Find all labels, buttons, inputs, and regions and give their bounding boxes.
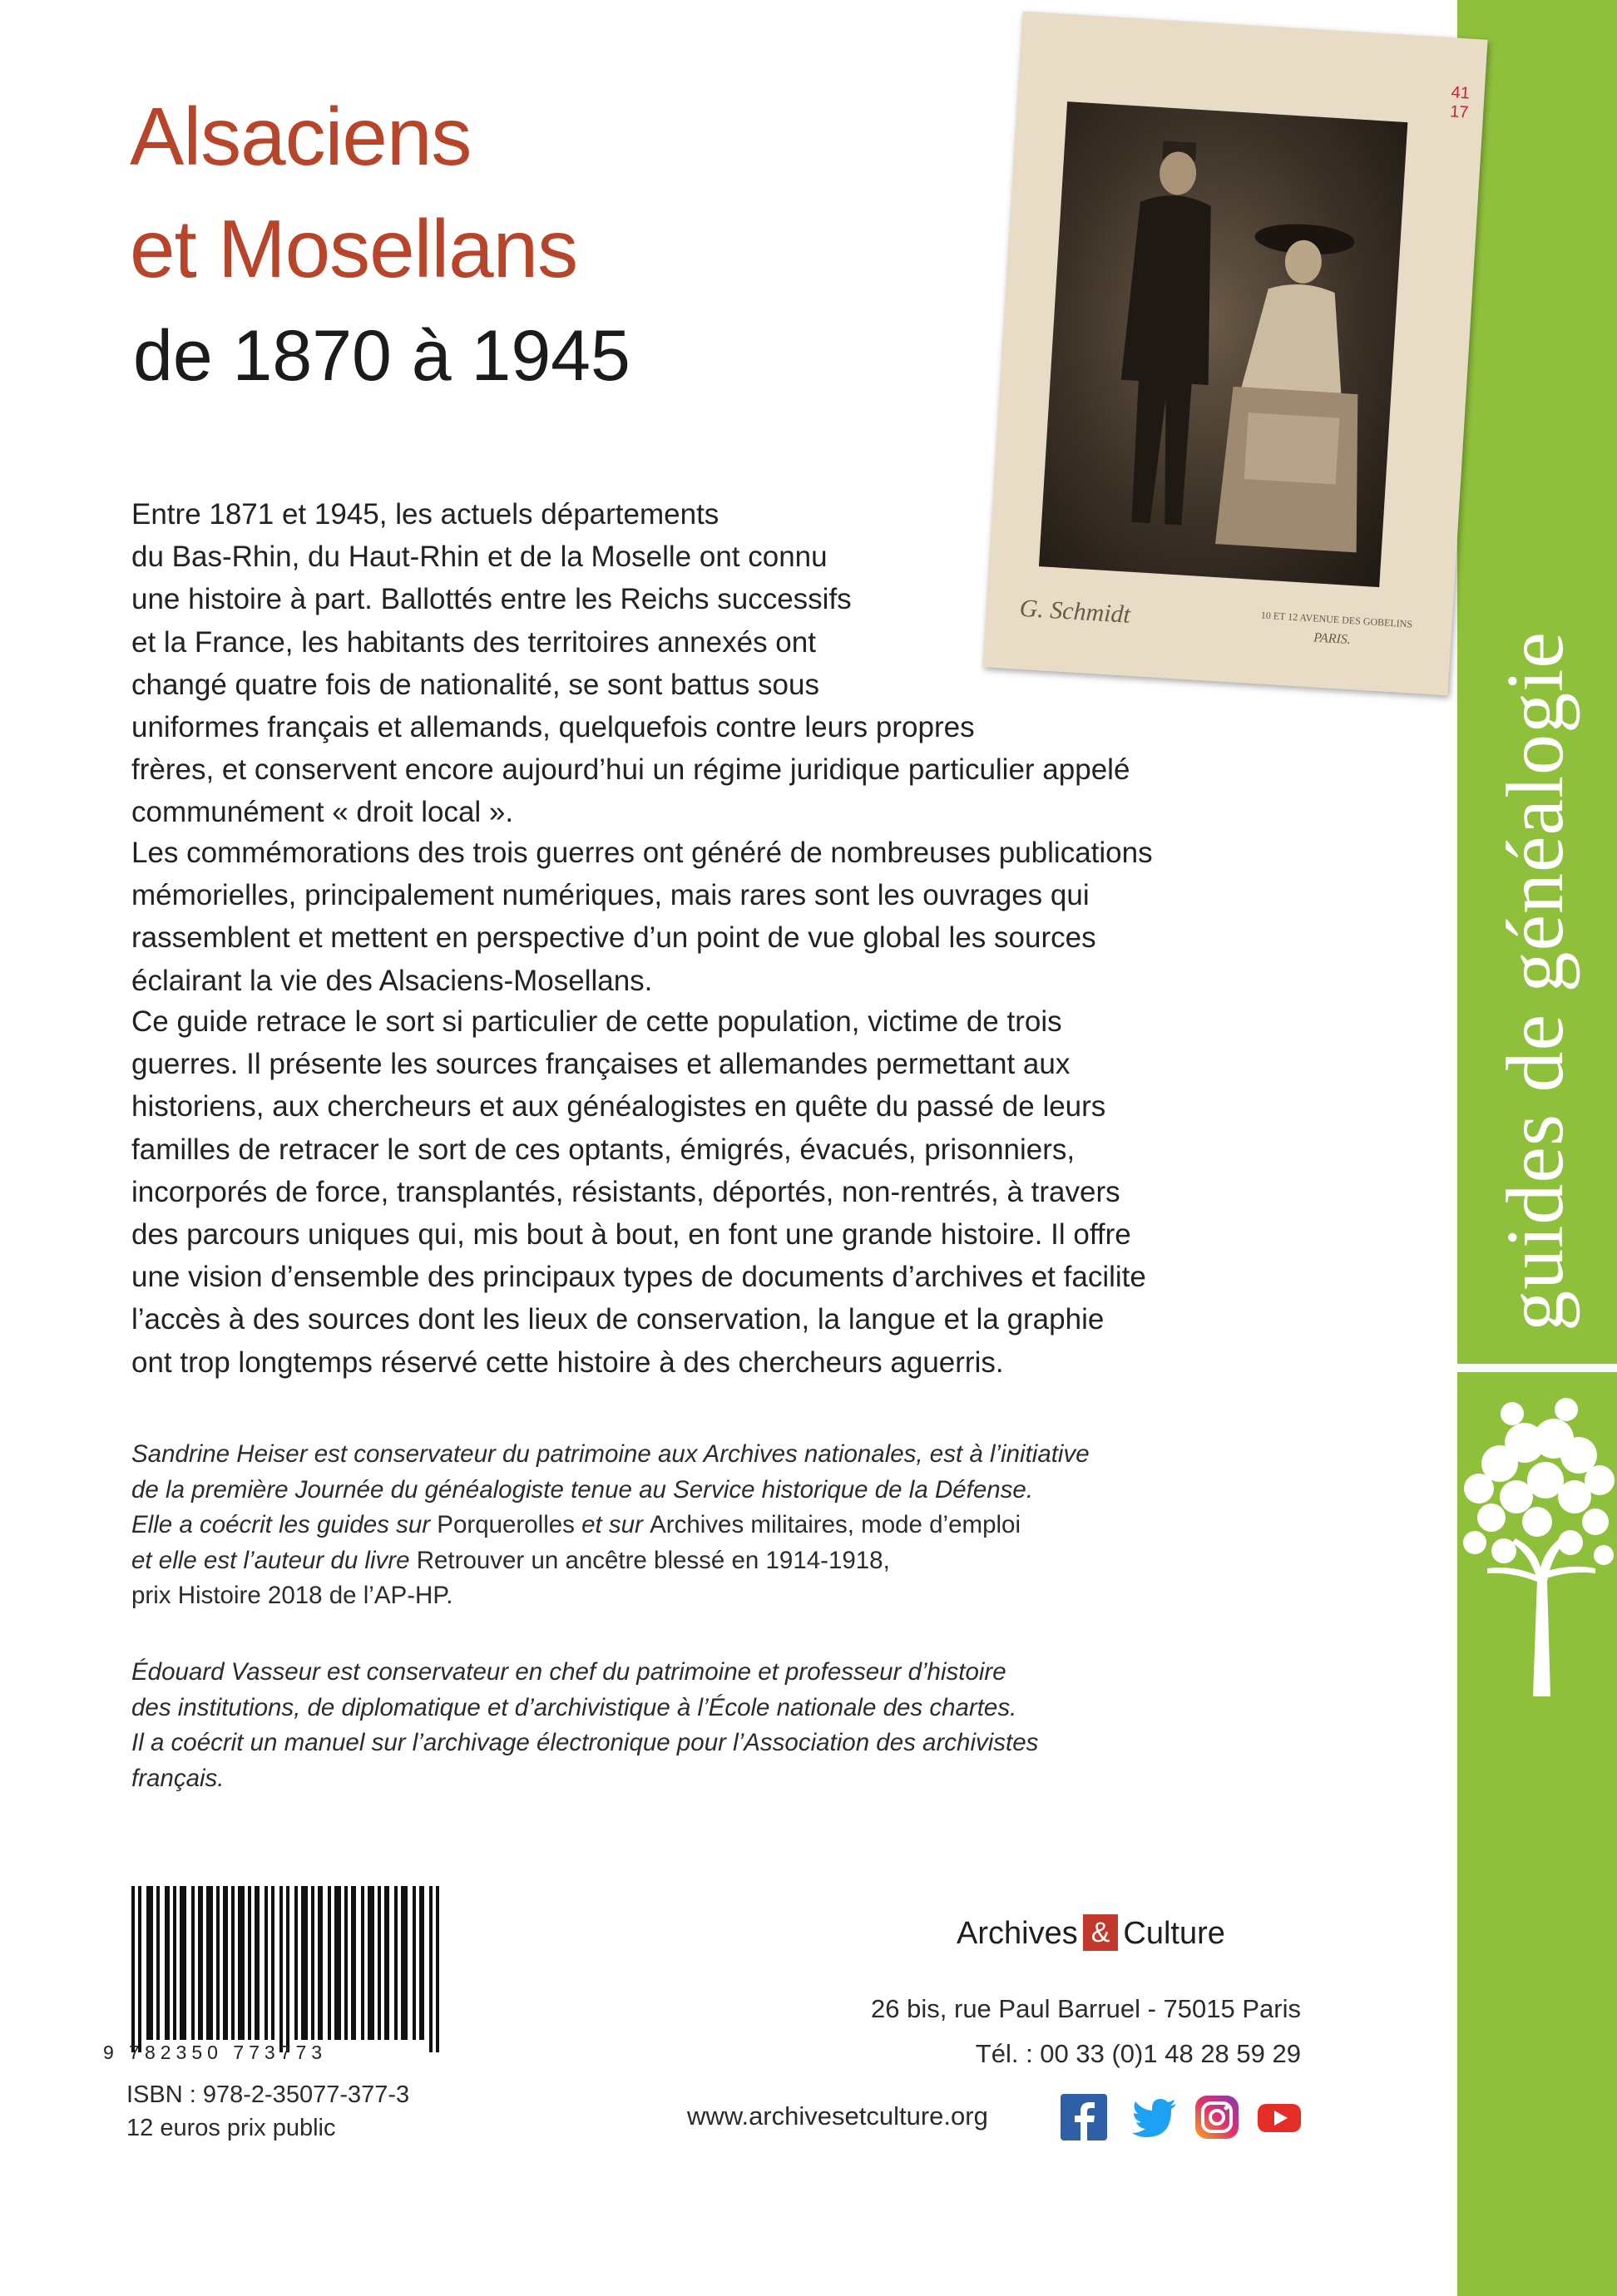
title-line-2: et Mosellans [130, 203, 578, 294]
bio-line: prix Histoire 2018 de l’AP-HP. [131, 1582, 453, 1609]
text-line: ont trop longtemps réservé cette histoire à des chercheurs aguerris. [131, 1346, 1004, 1379]
text-line: Les commémorations des trois guerres ont généré de nombreuses publications [131, 837, 1153, 869]
text-line: familles de retracer le sort de ces optants, émigrés, évacués, prisonniers, [131, 1133, 1076, 1166]
text-line: guerres. Il présente les sources françaises et allemandes permettant aux [131, 1048, 1071, 1081]
studio-city: PARIS. [1313, 630, 1352, 648]
publisher-logo [957, 1914, 1225, 1952]
text-line: une vision d’ensemble des principaux types de documents d’archives et facilite [131, 1261, 1146, 1294]
text-line: Ce guide retrace le sort si particulier de cette population, victime de trois [131, 1005, 1062, 1038]
bio-line: Elle a coécrit les guides sur [131, 1511, 438, 1538]
text-line: et la France, les habitants des territoires annexés ont [131, 625, 816, 659]
bio-line: et elle est l’auteur du livre [131, 1546, 417, 1574]
title-dates: de 1870 à 1945 [133, 316, 630, 396]
barcode-icon [125, 1886, 457, 2061]
bio-line: Il a coécrit un manuel sur l’archivage électronique pour l’Association des archivistes [131, 1729, 1039, 1756]
photographer-signature: G. Schmidt [1018, 594, 1131, 629]
photo-handwritten-number: 41 17 [1449, 83, 1471, 122]
publisher-website[interactable]: www.archivesetculture.org [687, 2101, 988, 2131]
series-label: guides de généalogie [1491, 631, 1580, 1331]
publisher-address: 26 bis, rue Paul Barruel - 75015 Paris [871, 1994, 1301, 2023]
twitter-icon[interactable] [1131, 2094, 1178, 2140]
text-line: du Bas-Rhin, du Haut-Rhin et de la Moselle ont connu [131, 541, 828, 574]
bio-line: et sur [574, 1511, 650, 1538]
text-line: éclairant la vie des Alsaciens-Mosellans. [131, 964, 653, 997]
text-line: communément « droit local ». [131, 796, 514, 829]
paragraph-commemorations [131, 832, 1296, 1002]
facebook-icon[interactable] [1061, 2094, 1107, 2140]
instagram-icon[interactable] [1194, 2094, 1240, 2140]
text-line: frères, et conservent encore aujourd’hui un régime juridique particulier appelé [131, 753, 1130, 787]
author-bio-vasseur [131, 1655, 1338, 1796]
bio-line: de la première Journée du généalogiste tenue au Service historique de la Défense. [131, 1475, 1034, 1504]
text-line: mémorielles, principalement numériques, mais rares sont les ouvrages qui [131, 879, 1090, 912]
text-line: des parcours uniques qui, mis bout à bout, en font une grande histoire. Il offre [131, 1218, 1131, 1252]
youtube-icon[interactable] [1256, 2094, 1303, 2140]
paragraph-guide [131, 1000, 1296, 1384]
barcode-digits: 9 782350 773773 [103, 2042, 328, 2063]
text-line: Entre 1871 et 1945, les actuels départements [131, 498, 719, 531]
text-line: incorporés de force, transplantés, résistants, déportés, non-rentrés, à travers [131, 1175, 1120, 1208]
bio-line: Édouard Vasseur est conservateur en chef du patrimoine et professeur d’histoire [131, 1658, 1006, 1686]
publisher-name-right: Culture [1123, 1916, 1225, 1951]
text-line: l’accès à des sources dont les lieux de conservation, la langue et la graphie [131, 1303, 1105, 1336]
bio-line: Sandrine Heiser est conservateur du patrimoine aux Archives nationales, est à l’initiative [131, 1440, 1090, 1468]
bio-line: des institutions, de diplomatique et d’archivistique à l’École nationale des chartes. [131, 1693, 1017, 1721]
bio-line: français. [131, 1764, 225, 1792]
book-title: Porquerolles [437, 1511, 575, 1538]
publisher-phone: Tél. : 00 33 (0)1 48 28 59 29 [975, 2039, 1301, 2068]
price: 12 euros prix public [126, 2115, 336, 2141]
book-title: Archives militaires, mode d’emploi [650, 1511, 1021, 1538]
studio-address: 10 ET 12 AVENUE DES GOBELINS [1260, 609, 1413, 630]
text-line: changé quatre fois de nationalité, se sont battus sous [131, 668, 819, 701]
book-title: Retrouver un ancêtre blessé en 1914-1918, [416, 1546, 890, 1574]
tree-icon [1454, 1364, 1617, 1696]
isbn: ISBN : 978-2-35077-377-3 [126, 2081, 410, 2108]
text-line: une histoire à part. Ballottés entre les Reichs successifs [131, 583, 852, 616]
ampersand-badge: & [1083, 1914, 1119, 1951]
author-bio-heiser [131, 1437, 1338, 1614]
text-line: uniformes français et allemands, quelquefois contre leurs propres [131, 711, 975, 744]
paragraph-intro [131, 493, 1296, 834]
text-line: historiens, aux chercheurs et aux généalogistes en quête du passé de leurs [131, 1090, 1106, 1123]
publisher-name-left: Archives [957, 1916, 1078, 1951]
text-line: rassemblent et mettent en perspective d’un point de vue global les sources [131, 921, 1096, 955]
title-line-1: Alsaciens [130, 91, 472, 182]
